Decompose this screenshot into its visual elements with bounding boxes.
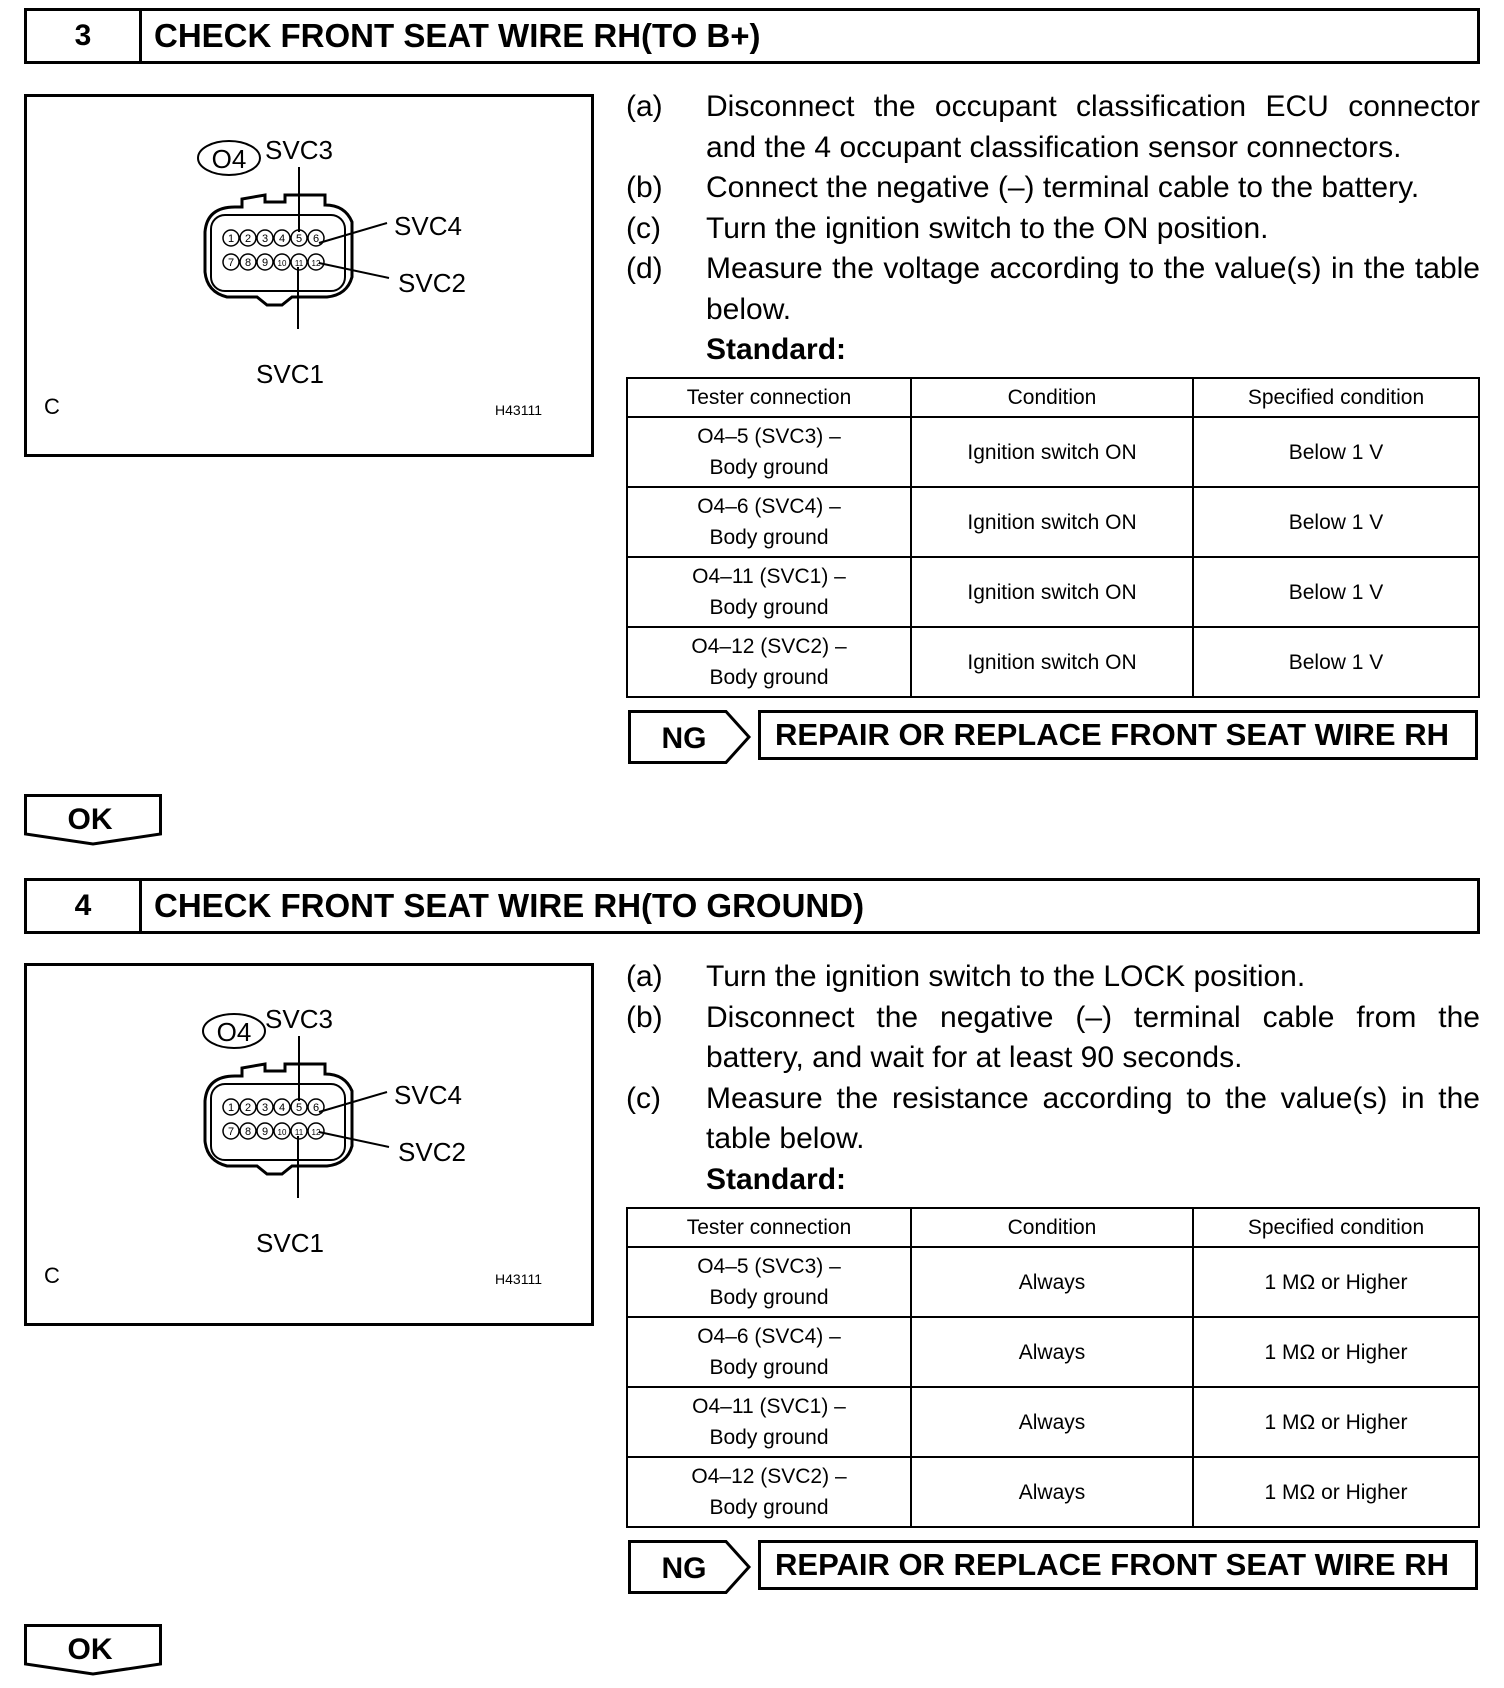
tester-connection-cell: O4–12 (SVC2) – Body ground <box>627 1457 911 1527</box>
spec-cell: Below 1 V <box>1193 557 1479 627</box>
pin-number: 7 <box>227 1126 235 1138</box>
step-label: (d) <box>626 252 663 285</box>
connector-face <box>211 215 345 291</box>
tester-connection-cell: O4–11 (SVC1) – Body ground <box>627 557 911 627</box>
section-3-header <box>24 8 1480 64</box>
step-item <box>626 249 1480 330</box>
column-header: Condition <box>911 1208 1193 1247</box>
ok-badge <box>24 794 164 853</box>
spec-table <box>626 377 1480 698</box>
step-label: (c) <box>626 1081 661 1115</box>
table-row <box>627 487 1479 557</box>
step-text: Measure the resistance according to the value(s) in the table below. <box>706 1081 1480 1155</box>
column-header: Specified condition <box>1193 1208 1479 1247</box>
svc1-label: SVC1 <box>256 1228 324 1258</box>
table-header-row <box>627 1208 1479 1247</box>
connector-pins <box>223 1099 324 1139</box>
connector-id: O4 <box>211 144 247 174</box>
pin-number: 10 <box>277 1128 287 1137</box>
condition-cell: Ignition switch ON <box>911 417 1193 487</box>
tester-connection-cell: O4–5 (SVC3) – Body ground <box>627 1247 911 1317</box>
pin-number: 11 <box>294 1128 304 1137</box>
svc1-label: SVC1 <box>256 359 324 389</box>
spec-cell: 1 MΩ or Higher <box>1193 1247 1479 1317</box>
column-header: Tester connection <box>627 1208 911 1247</box>
table-row <box>627 417 1479 487</box>
step-label: (b) <box>626 171 663 204</box>
standard-label: Standard: <box>706 333 847 366</box>
procedure-steps <box>626 87 1480 371</box>
step-number: 3 <box>27 11 142 61</box>
pin-number: 4 <box>278 1102 286 1114</box>
pin-number: 7 <box>227 257 235 269</box>
tester-connection-cell: O4–5 (SVC3) – Body ground <box>627 417 911 487</box>
condition-cell: Ignition switch ON <box>911 627 1193 697</box>
condition-cell: Always <box>911 1387 1193 1457</box>
section-title: CHECK FRONT SEAT WIRE RH(TO B+) <box>154 17 761 54</box>
spec-cell: Below 1 V <box>1193 487 1479 557</box>
pin-number: 2 <box>244 1102 252 1114</box>
svc2-leader <box>319 1132 389 1147</box>
table-row <box>627 1247 1479 1317</box>
condition-cell: Always <box>911 1317 1193 1387</box>
step-number: 4 <box>27 881 142 931</box>
column-header: Condition <box>911 378 1193 417</box>
pin-number: 5 <box>295 1102 303 1114</box>
svc3-label: SVC3 <box>265 1004 333 1034</box>
step-item <box>626 957 1480 998</box>
connector-diagram <box>27 966 591 1323</box>
figure-corner-letter: C <box>44 394 60 419</box>
ng-badge <box>628 1540 746 1590</box>
tester-connection-cell: O4–11 (SVC1) – Body ground <box>627 1387 911 1457</box>
step-label: (a) <box>626 90 663 123</box>
step-item <box>626 209 1480 250</box>
connector-face <box>211 1084 345 1160</box>
spec-table <box>626 1207 1480 1528</box>
pin-number: 9 <box>261 257 269 269</box>
pin-number: 3 <box>261 1102 269 1114</box>
connector-pins <box>223 230 324 270</box>
table-row <box>627 1317 1479 1387</box>
tester-connection-cell: O4–6 (SVC4) – Body ground <box>627 487 911 557</box>
ok-label: OK <box>67 1633 113 1666</box>
step-text: Disconnect the negative (–) terminal cable from the battery, and wait for at least 90 seconds. <box>706 1000 1480 1074</box>
connector-id: O4 <box>216 1017 252 1047</box>
pin-number: 3 <box>261 233 269 245</box>
step-text: Disconnect the occupant classification ECU connector and the 4 occupant classification sensor connectors. <box>706 90 1480 164</box>
table-row <box>627 627 1479 697</box>
tester-connection-cell: O4–6 (SVC4) – Body ground <box>627 1317 911 1387</box>
spec-cell: 1 MΩ or Higher <box>1193 1387 1479 1457</box>
table-header-row <box>627 378 1479 417</box>
pin-number: 12 <box>311 259 321 268</box>
step-label: (c) <box>626 211 661 245</box>
column-header: Tester connection <box>627 378 911 417</box>
pin-number: 11 <box>294 259 304 268</box>
ng-result-box <box>758 1540 1478 1590</box>
svc3-label: SVC3 <box>265 135 333 165</box>
step-label: (b) <box>626 1000 663 1034</box>
ok-badge <box>24 1624 164 1683</box>
condition-cell: Ignition switch ON <box>911 487 1193 557</box>
svc2-label: SVC2 <box>398 268 466 298</box>
procedure-steps <box>626 957 1480 1200</box>
step-text: Connect the negative (–) terminal cable to the battery. <box>706 171 1420 204</box>
figure-code: H43111 <box>495 1271 542 1287</box>
svc2-leader <box>319 263 389 278</box>
pin-number: 4 <box>278 233 286 245</box>
pin-number: 8 <box>244 1126 252 1138</box>
connector-figure <box>24 963 594 1326</box>
spec-cell: Below 1 V <box>1193 417 1479 487</box>
svc2-label: SVC2 <box>398 1137 466 1167</box>
ng-label: NG <box>661 722 707 755</box>
connector-figure <box>24 94 594 457</box>
table-row <box>627 557 1479 627</box>
pin-number: 1 <box>227 233 235 245</box>
step-item <box>626 1079 1480 1160</box>
step-text: Turn the ignition switch to the LOCK position. <box>706 960 1306 993</box>
ng-result-text: REPAIR OR REPLACE FRONT SEAT WIRE RH <box>775 717 1449 752</box>
step-item <box>626 87 1480 168</box>
pin-number: 6 <box>312 233 320 245</box>
section-4-header <box>24 878 1480 934</box>
ng-label: NG <box>661 1552 707 1585</box>
ng-result-text: REPAIR OR REPLACE FRONT SEAT WIRE RH <box>775 1547 1449 1582</box>
ng-result-box <box>758 710 1478 760</box>
ng-badge <box>628 710 746 760</box>
standard-label: Standard: <box>706 1162 847 1196</box>
svc4-label: SVC4 <box>394 211 462 241</box>
step-text: Measure the voltage according to the value(s) in the table below. <box>706 252 1480 326</box>
condition-cell: Ignition switch ON <box>911 557 1193 627</box>
step-label: (a) <box>626 960 663 993</box>
table-row <box>627 1457 1479 1527</box>
figure-corner-letter: C <box>44 1263 60 1288</box>
pin-number: 8 <box>244 257 252 269</box>
spec-cell: Below 1 V <box>1193 627 1479 697</box>
pin-number: 10 <box>277 259 287 268</box>
pin-number: 6 <box>312 1102 320 1114</box>
table-row <box>627 1387 1479 1457</box>
step-item <box>626 998 1480 1079</box>
connector-diagram <box>27 97 591 454</box>
section-title: CHECK FRONT SEAT WIRE RH(TO GROUND) <box>154 887 865 924</box>
connector-body <box>205 195 352 305</box>
spec-cell: 1 MΩ or Higher <box>1193 1457 1479 1527</box>
ok-label: OK <box>67 803 113 836</box>
pin-number: 1 <box>227 1102 235 1114</box>
connector-body <box>205 1064 352 1174</box>
column-header: Specified condition <box>1193 378 1479 417</box>
svc4-label: SVC4 <box>394 1080 462 1110</box>
condition-cell: Always <box>911 1457 1193 1527</box>
figure-code: H43111 <box>495 402 542 418</box>
tester-connection-cell: O4–12 (SVC2) – Body ground <box>627 627 911 697</box>
condition-cell: Always <box>911 1247 1193 1317</box>
pin-number: 5 <box>295 233 303 245</box>
pin-number: 9 <box>261 1126 269 1138</box>
step-item <box>626 168 1480 209</box>
pin-number: 2 <box>244 233 252 245</box>
pin-number: 12 <box>311 1128 321 1137</box>
step-text: Turn the ignition switch to the ON position. <box>706 211 1269 245</box>
spec-cell: 1 MΩ or Higher <box>1193 1317 1479 1387</box>
